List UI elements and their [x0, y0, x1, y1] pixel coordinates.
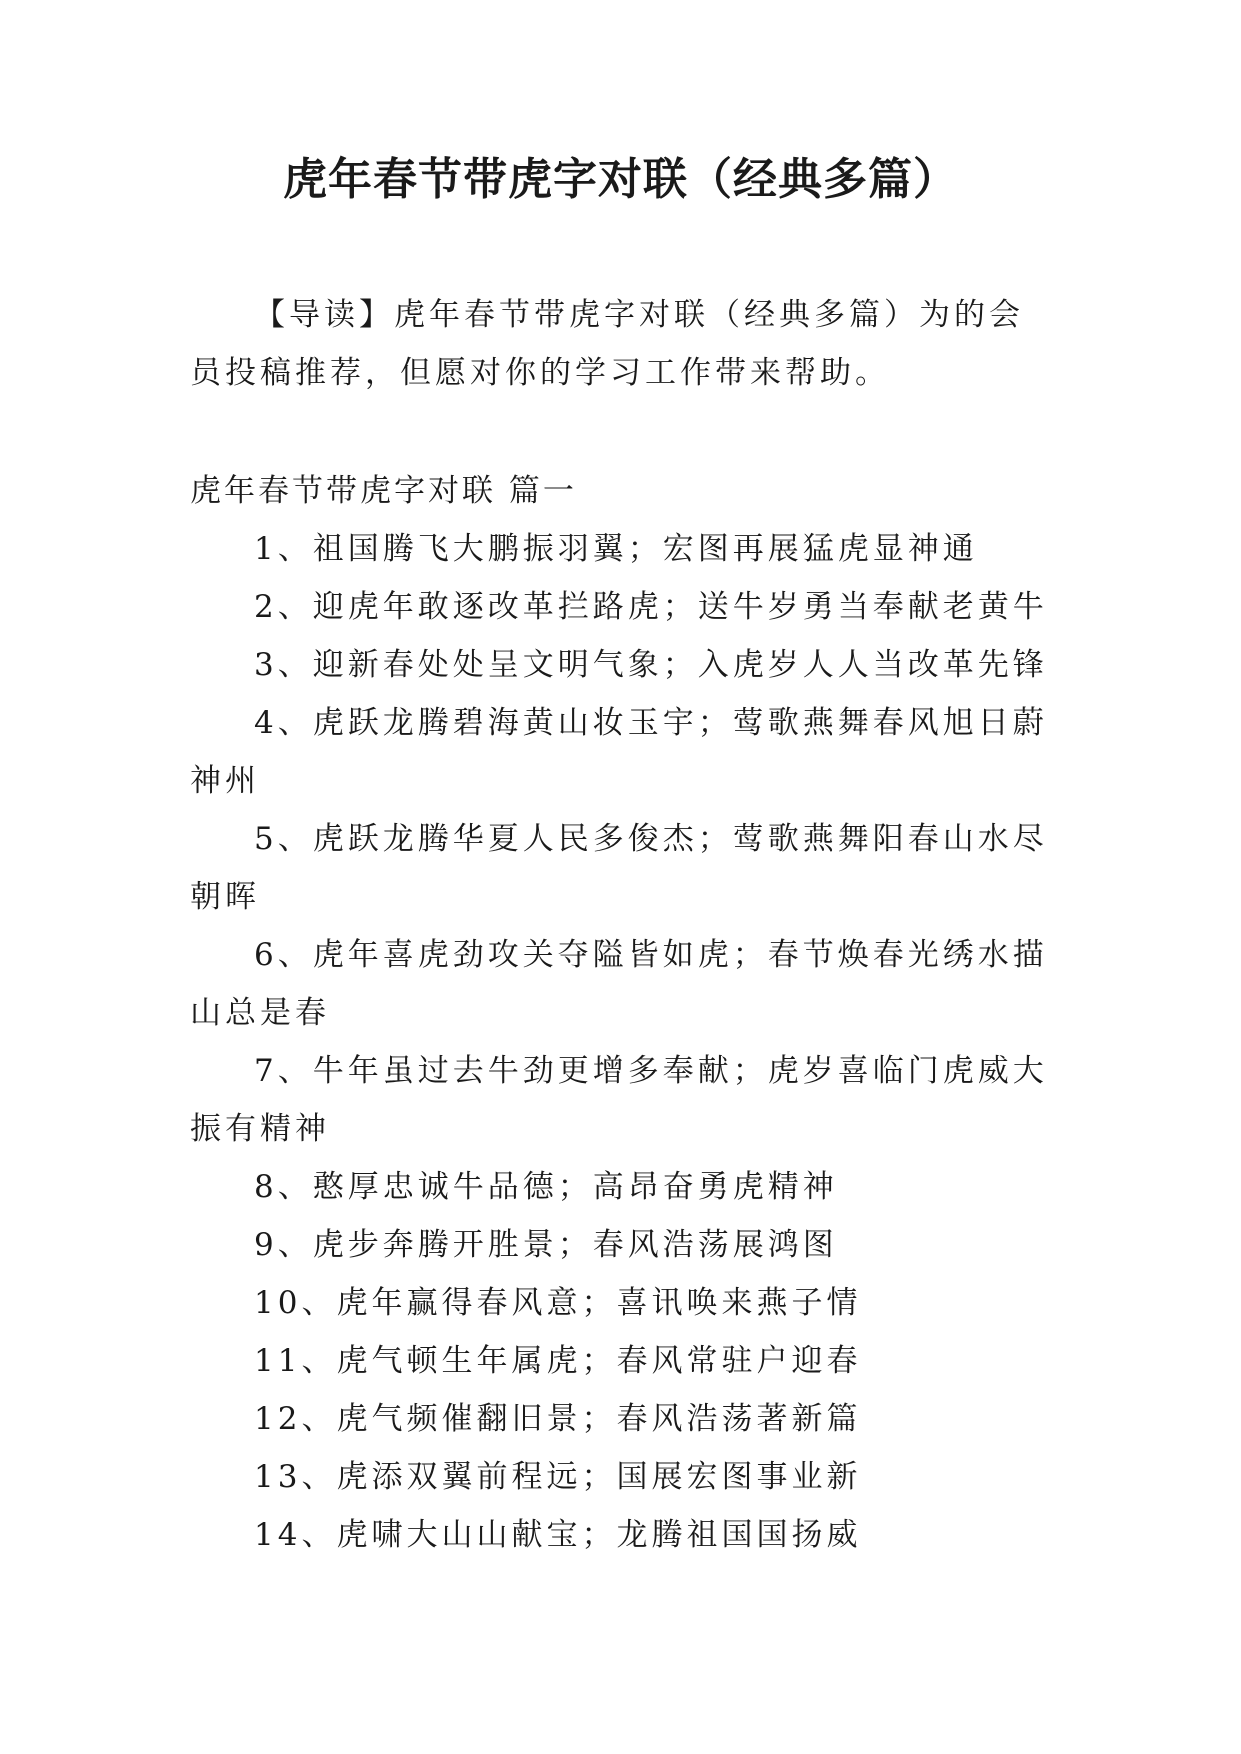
section-heading: 虎年春节带虎字对联 篇一 [190, 473, 577, 509]
couplet-item: 2、迎虎年敢逐改革拦路虎；送牛岁勇当奉献老黄牛 [254, 589, 1048, 625]
couplet-item: 8、憨厚忠诚牛品德；高昂奋勇虎精神 [254, 1169, 838, 1205]
couplet-item: 11、虎气顿生年属虎；春风常驻户迎春 [254, 1343, 862, 1379]
document-title: 虎年春节带虎字对联（经典多篇） [283, 154, 958, 205]
couplet-item: 3、迎新春处处呈文明气象；入虎岁人人当改革先锋 [254, 647, 1048, 683]
intro-paragraph: 【导读】虎年春节带虎字对联（经典多篇）为的会员投稿推荐，但愿对你的学习工作带来帮助。 [190, 297, 1024, 391]
couplet-item: 4、虎跃龙腾碧海黄山妆玉宇；莺歌燕舞春风旭日蔚神州 [190, 705, 1048, 799]
couplet-item: 14、虎啸大山山献宝；龙腾祖国国扬威 [254, 1517, 862, 1553]
couplet-item: 7、牛年虽过去牛劲更增多奉献；虎岁喜临门虎威大振有精神 [190, 1053, 1048, 1147]
couplet-item: 13、虎添双翼前程远；国展宏图事业新 [254, 1459, 862, 1495]
couplet-item: 12、虎气频催翻旧景；春风浩荡著新篇 [254, 1401, 862, 1437]
couplet-item: 1、祖国腾飞大鹏振羽翼；宏图再展猛虎显神通 [254, 531, 978, 567]
couplet-section [190, 462, 1050, 1564]
couplet-item: 10、虎年赢得春风意；喜讯唤来燕子情 [254, 1285, 862, 1321]
couplet-item: 6、虎年喜虎劲攻关夺隘皆如虎；春节焕春光绣水描山总是春 [190, 937, 1048, 1031]
couplet-item: 5、虎跃龙腾华夏人民多俊杰；莺歌燕舞阳春山水尽朝晖 [190, 821, 1048, 915]
couplet-item: 9、虎步奔腾开胜景；春风浩荡展鸿图 [254, 1227, 838, 1263]
